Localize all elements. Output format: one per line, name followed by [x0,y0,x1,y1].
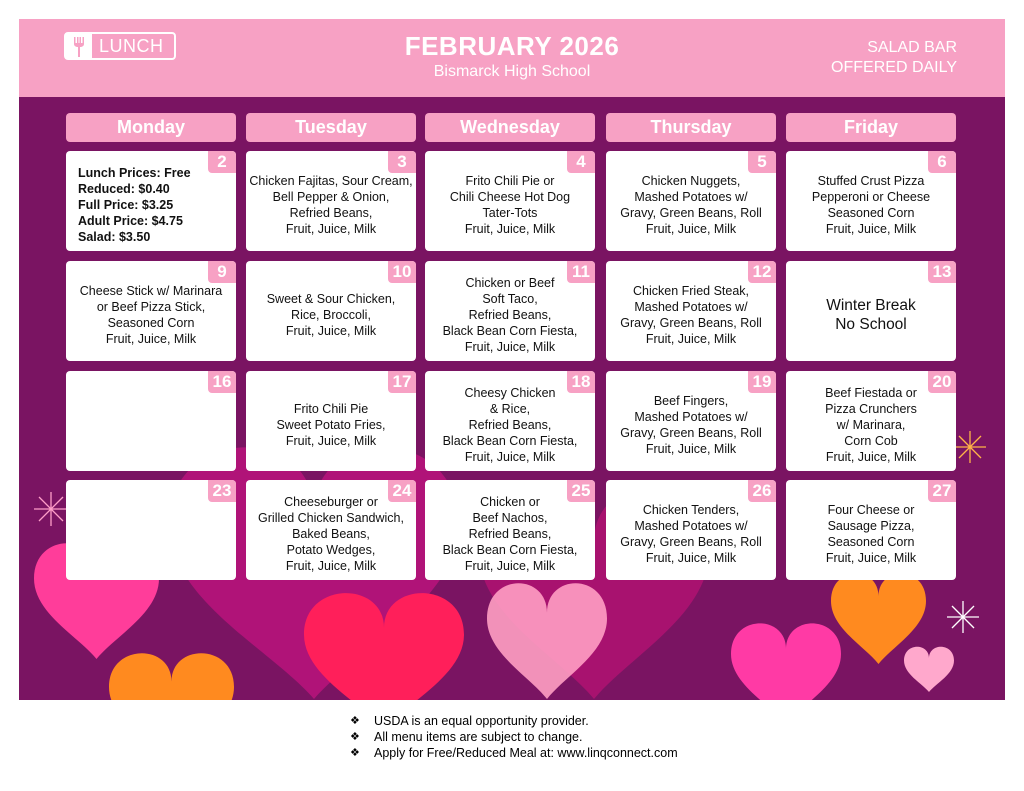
menu-text: Beef Fingers, Mashed Potatoes w/ Gravy, Green Beans, Roll Fruit, Juice, Milk [620,394,762,456]
day-cell [606,480,776,580]
sparkle-icon [34,492,68,526]
day-number: 11 [567,261,595,283]
day-number: 9 [208,261,236,283]
day-number: 2 [208,151,236,173]
menu-text: Frito Chili Pie or Chili Cheese Hot Dog Tater-Tots Fruit, Juice, Milk [449,174,571,236]
menu-text: Cheeseburger or Grilled Chicken Sandwich, Baked Beans, Potato Wedges, Fruit, Juice, Milk [258,495,404,573]
day-number: 12 [748,261,776,283]
day-cell [425,261,595,361]
day-number: 18 [567,371,595,393]
day-cell [66,371,236,471]
day-cell [606,261,776,361]
school-name: Bismarck High School [433,63,591,80]
menu-text: Chicken or Beef Soft Taco, Refried Beans, Black Bean Corn Fiesta, Fruit, Juice, Milk [442,276,578,354]
menu-text: Four Cheese or Sausage Pizza, Seasoned Corn Fruit, Juice, Milk [825,503,917,565]
day-number: 19 [748,371,776,393]
day-cell [425,151,595,251]
day-number: 25 [567,480,595,502]
footer-note: ❖ All menu items are subject to change. [350,729,678,745]
day-number: 20 [928,371,956,393]
day-number: 13 [928,261,956,283]
day-number: 27 [928,480,956,502]
day-number: 3 [388,151,416,173]
day-cell [425,480,595,580]
day-cell [786,151,956,251]
day-number: 16 [208,371,236,393]
weekday-header-wednesday: Wednesday [425,113,595,142]
weekday-header-monday: Monday [66,113,236,142]
heart-icon [904,647,954,692]
menu-text: Chicken Fried Steak, Mashed Potatoes w/ Gravy, Green Beans, Roll Fruit, Juice, Milk [620,284,762,346]
menu-text: Winter Break No School [826,297,916,333]
weekday-header-thursday: Thursday [606,113,776,142]
menu-text: Chicken Fajitas, Sour Cream, Bell Pepper & Onion, Refried Beans, Fruit, Juice, Milk [249,174,413,236]
day-number: 26 [748,480,776,502]
day-cell [66,261,236,361]
logo-label: LUNCH [99,36,164,56]
day-number: 23 [208,480,236,502]
day-cell [246,480,416,580]
sparkle-icon [954,431,986,463]
menu-text: Sweet & Sour Chicken, Rice, Broccoli, Fruit, Juice, Milk [266,292,396,338]
day-number: 5 [748,151,776,173]
day-cell [606,151,776,251]
page-title: FEBRUARY 2026 [404,31,620,61]
day-number: 4 [567,151,595,173]
sparkle-icon [947,601,979,633]
footer-note: ❖ USDA is an equal opportunity provider. [350,713,678,729]
day-cell [786,371,956,471]
footer-note: ❖ Apply for Free/Reduced Meal at: www.linqconnect.com [350,745,678,761]
day-number: 24 [388,480,416,502]
menu-text: Cheesy Chicken & Rice, Refried Beans, Black Bean Corn Fiesta, Fruit, Juice, Milk [442,386,578,464]
day-cell [246,151,416,251]
footer-notes [350,713,678,761]
day-cell [246,371,416,471]
menu-text: Beef Fiestada or Pizza Crunchers w/ Marinara, Corn Cob Fruit, Juice, Milk [825,386,917,464]
calendar-header [19,19,1005,97]
menu-text: Stuffed Crust Pizza Pepperoni or Cheese Seasoned Corn Fruit, Juice, Milk [811,174,931,236]
day-cell [786,480,956,580]
day-cell [606,371,776,471]
weekday-header-tuesday: Tuesday [246,113,416,142]
menu-text: Chicken Nuggets, Mashed Potatoes w/ Gravy, Green Beans, Roll Fruit, Juice, Milk [620,174,762,236]
salad-bar-note: SALAD BAR OFFERED DAILY [831,39,957,76]
menu-text: Lunch Prices: Free Reduced: $0.40 Full Price: $3.25 Adult Price: $4.75 Salad: $3.50 [78,166,191,244]
day-cell [66,480,236,580]
day-cell [786,261,956,361]
day-number: 10 [388,261,416,283]
day-number: 6 [928,151,956,173]
heart-icon [731,623,841,700]
heart-icon [109,653,234,700]
weekday-header-friday: Friday [786,113,956,142]
day-cell [425,371,595,471]
menu-text: Chicken or Beef Nachos, Refried Beans, Black Bean Corn Fiesta, Fruit, Juice, Milk [442,495,578,573]
menu-text: Chicken Tenders, Mashed Potatoes w/ Gravy, Green Beans, Roll Fruit, Juice, Milk [620,503,762,565]
menu-text: Frito Chili Pie Sweet Potato Fries, Fruit, Juice, Milk [276,402,386,448]
menu-text: Cheese Stick w/ Marinara or Beef Pizza Stick, Seasoned Corn Fruit, Juice, Milk [79,284,223,346]
menu-calendar-sheet [19,19,1005,700]
day-number: 17 [388,371,416,393]
day-cell [246,261,416,361]
day-cell [66,151,236,251]
